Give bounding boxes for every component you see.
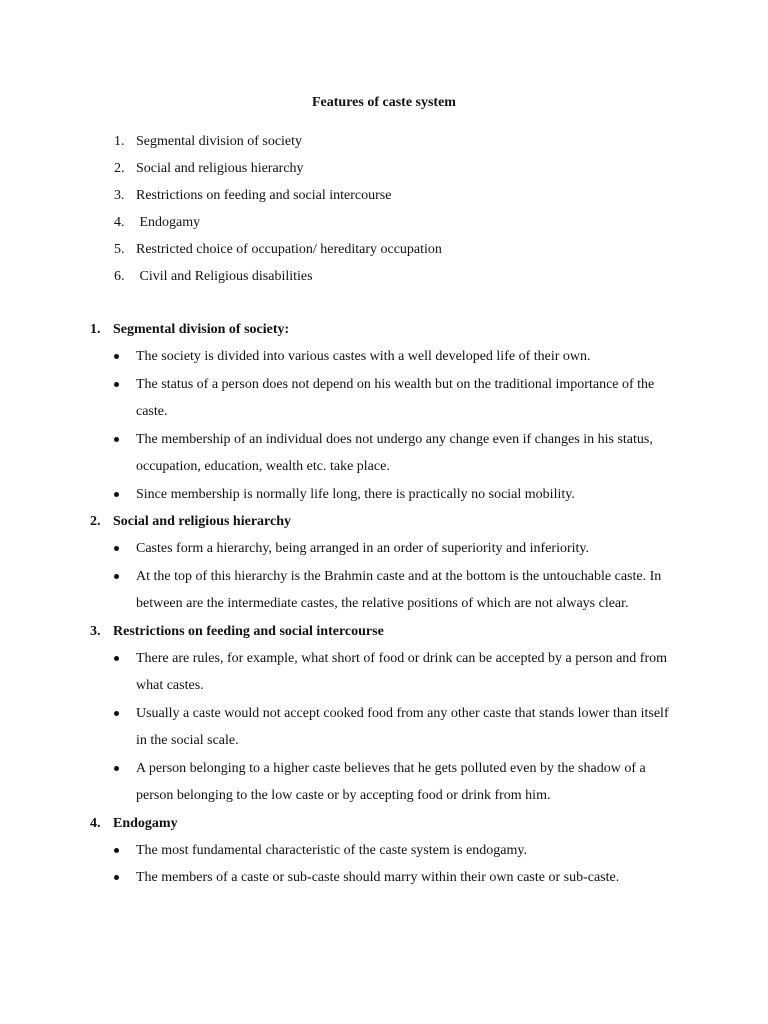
bullet-text: There are rules, for example, what short of food or drink can be accepted by a person and from what castes. <box>136 650 668 693</box>
list-number: 1. <box>114 134 125 149</box>
bullet-list <box>90 343 690 508</box>
bullet-icon <box>114 766 119 771</box>
bullet-text: The most fundamental characteristic of the caste system is endogamy. <box>136 842 527 858</box>
bullet-icon <box>114 354 119 359</box>
bullet-text: Usually a caste would not accept cooked food from any other caste that stands lower than itself in the social scale. <box>136 705 669 748</box>
features-list-item <box>114 187 442 214</box>
section-segmental-division <box>90 321 690 508</box>
bullet-list <box>90 535 690 618</box>
section-endogamy <box>90 815 690 892</box>
bullet-text: The society is divided into various castes with a well developed life of their own. <box>136 349 591 364</box>
bullet-item <box>90 535 676 563</box>
section-title: Social and religious hierarchy <box>113 514 291 529</box>
bullet-icon <box>114 382 119 387</box>
bullet-item <box>90 481 676 509</box>
bullet-text: Since membership is normally life long, there is practically no social mobility. <box>136 486 575 502</box>
document-title: Features of caste system <box>312 95 456 110</box>
section-title: Restrictions on feeding and social intercourse <box>113 623 384 639</box>
bullet-icon <box>114 656 119 661</box>
list-text: Endogamy <box>136 215 201 230</box>
section-number: 4. <box>90 815 101 831</box>
bullet-item <box>90 645 676 700</box>
bullet-icon <box>114 711 119 716</box>
bullet-list <box>90 645 690 810</box>
section-number: 1. <box>90 322 101 337</box>
bullet-item <box>90 700 676 755</box>
list-text: Restricted choice of occupation/ hereditary occupation <box>136 242 442 257</box>
sections <box>90 321 690 897</box>
section-title: Endogamy <box>113 815 178 831</box>
bullet-item <box>90 426 676 481</box>
features-list-item <box>114 133 442 160</box>
features-list-item <box>114 160 442 187</box>
list-number: 6. <box>114 269 125 284</box>
bullet-icon <box>114 875 119 880</box>
features-list <box>114 133 442 295</box>
list-text: Civil and Religious disabilities <box>136 269 313 284</box>
section-title: Segmental division of society: <box>113 322 290 337</box>
list-number: 5. <box>114 242 125 257</box>
list-number: 3. <box>114 188 125 203</box>
list-text: Segmental division of society <box>136 134 303 149</box>
bullet-list <box>90 837 690 892</box>
bullet-icon <box>114 492 119 497</box>
bullet-text: Castes form a hierarchy, being arranged in an order of superiority and inferiority. <box>136 541 590 556</box>
bullet-icon <box>114 574 119 579</box>
bullet-icon <box>114 848 119 853</box>
bullet-icon <box>114 546 119 551</box>
bullet-text: At the top of this hierarchy is the Brahmin caste and at the bottom is the untouchable caste. In between are the intermediate castes, the relative positions of which are not always clear. <box>136 568 662 611</box>
section-social-religious-hierarchy <box>90 513 690 618</box>
bullet-text: The status of a person does not depend on his wealth but on the traditional importance of the caste. <box>136 376 655 419</box>
list-number: 2. <box>114 161 125 176</box>
bullet-item <box>90 563 676 618</box>
features-list-item <box>114 268 442 295</box>
bullet-item <box>90 864 676 892</box>
bullet-item <box>90 371 676 426</box>
features-list-item <box>114 214 442 241</box>
section-feeding-restrictions <box>90 623 690 810</box>
bullet-item <box>90 755 676 810</box>
bullet-icon <box>114 437 119 442</box>
list-text: Restrictions on feeding and social intercourse <box>136 188 392 203</box>
features-list-item <box>114 241 442 268</box>
section-number: 3. <box>90 623 101 639</box>
bullet-item <box>90 837 676 865</box>
list-text: Social and religious hierarchy <box>136 161 304 176</box>
bullet-text: The members of a caste or sub-caste should marry within their own caste or sub-caste. <box>136 870 620 885</box>
bullet-item <box>90 343 676 371</box>
bullet-text: A person belonging to a higher caste believes that he gets polluted even by the shadow of a person belonging to the low caste or by accepting food or drink from him. <box>136 760 646 803</box>
bullet-text: The membership of an individual does not undergo any change even if changes in his status, occupation, education, wealth etc. take place. <box>136 431 653 474</box>
section-number: 2. <box>90 514 101 529</box>
list-number: 4. <box>114 215 125 230</box>
